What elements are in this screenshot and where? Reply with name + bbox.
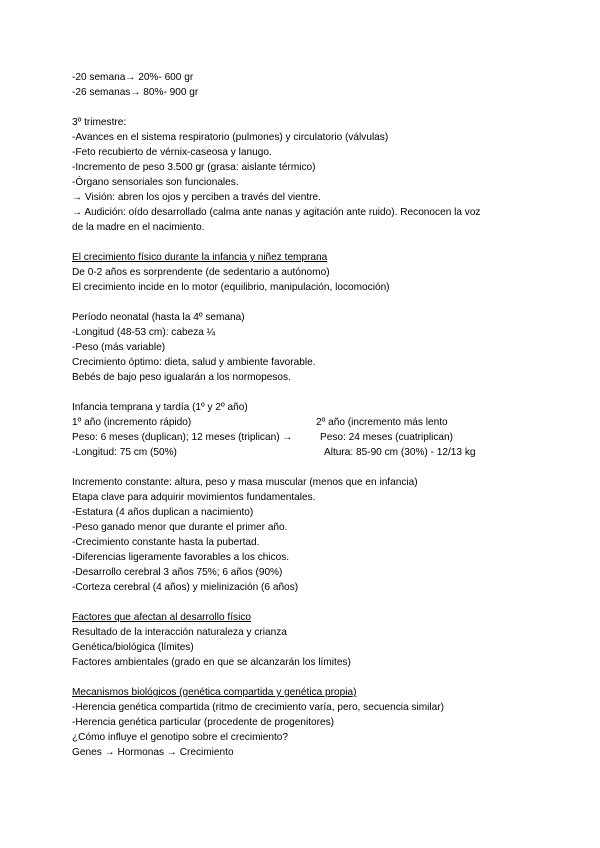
neonatal-section [72,310,542,385]
comparison-row [72,430,542,445]
infancy-section [72,400,542,460]
text-line: De 0-2 años es sorprendente (de sedentario a autónomo) [72,267,330,278]
section-title: 3º trimestre: [72,117,127,128]
text-line: -Feto recubierto de vérnix-caseosa y lanugo. [72,147,272,158]
text-line: → Audición: oído desarrollado (calma ante nanas y agitación ante ruido). Reconocen la voz [72,207,481,218]
text-line: -26 semanas→ 80%- 900 gr [72,87,199,98]
third-trimester-section [72,115,542,235]
text-line: Resultado de la interacción naturaleza y crianza [72,627,287,638]
factors-section [72,610,542,670]
text-line: Bebés de bajo peso igualarán a los normopesos. [72,372,291,383]
text-line: -Herencia genética particular (procedente de progenitores) [72,717,335,728]
spacer [72,235,542,250]
text-line: -Peso (más variable) [72,342,166,353]
text-line: -Diferencias ligeramente favorables a los chicos. [72,552,290,563]
row-right: Peso: 24 meses (cuatriplican) [320,432,453,443]
text-line: El crecimiento incide en lo motor (equilibrio, manipulación, locomoción) [72,282,390,293]
text-line: Período neonatal (hasta la 4º semana) [72,312,245,323]
document-page [72,70,542,760]
text-line: Incremento constante: altura, peso y masa muscular (menos que en infancia) [72,477,418,488]
text-line: -Estatura (4 años duplican a nacimiento) [72,507,254,518]
text-line: -Corteza cerebral (4 años) y mielinización (6 años) [72,582,299,593]
text-line: Factores ambientales (grado en que se alcanzarán los límites) [72,657,351,668]
text-line: Genética/biológica (límites) [72,642,194,653]
text-line: -20 semana→ 20%- 600 gr [72,72,194,83]
spacer [72,670,542,685]
mechanisms-section [72,685,542,760]
text-line: de la madre en el nacimiento. [72,222,205,233]
section-heading: El crecimiento físico durante la infancia y niñez temprana [72,252,328,263]
section-heading: Factores que afectan al desarrollo físico [72,612,251,623]
section-title: Infancia temprana y tardía (1º y 2º año) [72,402,248,413]
spacer [72,295,542,310]
text-line: Crecimiento óptimo: dieta, salud y ambiente favorable. [72,357,316,368]
row-right: 2º año (incremento más lento [316,417,448,428]
text-line: -Avances en el sistema respiratorio (pulmones) y circulatorio (válvulas) [72,132,389,143]
text-line: -Crecimiento constante hasta la pubertad. [72,537,260,548]
spacer [72,460,542,475]
text-line: -Desarrollo cerebral 3 años 75%; 6 años (90%) [72,567,283,578]
row-left: Peso: 6 meses (duplican); 12 meses (triplican) → [72,432,293,443]
comparison-row [72,445,542,460]
text-line: Genes → Hormonas → Crecimiento [72,747,234,758]
row-left: -Longitud: 75 cm (50%) [72,447,177,458]
row-left: 1º año (incremento rápido) [72,417,192,428]
text-line: ¿Cómo influye el genotipo sobre el crecimiento? [72,732,289,743]
text-line: -Incremento de peso 3.500 gr (grasa: aislante térmico) [72,162,316,173]
text-line: -Longitud (48-53 cm): cabeza ¼ [72,327,216,338]
constant-growth-section [72,475,542,595]
spacer [72,595,542,610]
text-line: -Órgano sensoriales son funcionales. [72,177,239,188]
row-right: Altura: 85-90 cm (30%) - 12/13 kg [324,447,476,458]
text-line: -Peso ganado menor que durante el primer año. [72,522,288,533]
spacer [72,385,542,400]
growth-section [72,250,542,295]
spacer [72,100,542,115]
section-heading: Mecanismos biológicos (genética compartida y genética propia) [72,687,357,698]
text-line: → Visión: abren los ojos y perciben a través del vientre. [72,192,321,203]
pregnancy-section [72,70,542,100]
comparison-row [72,415,542,430]
text-line: Etapa clave para adquirir movimientos fundamentales. [72,492,316,503]
text-line: -Herencia genética compartida (ritmo de crecimiento varía, pero, secuencia similar) [72,702,444,713]
